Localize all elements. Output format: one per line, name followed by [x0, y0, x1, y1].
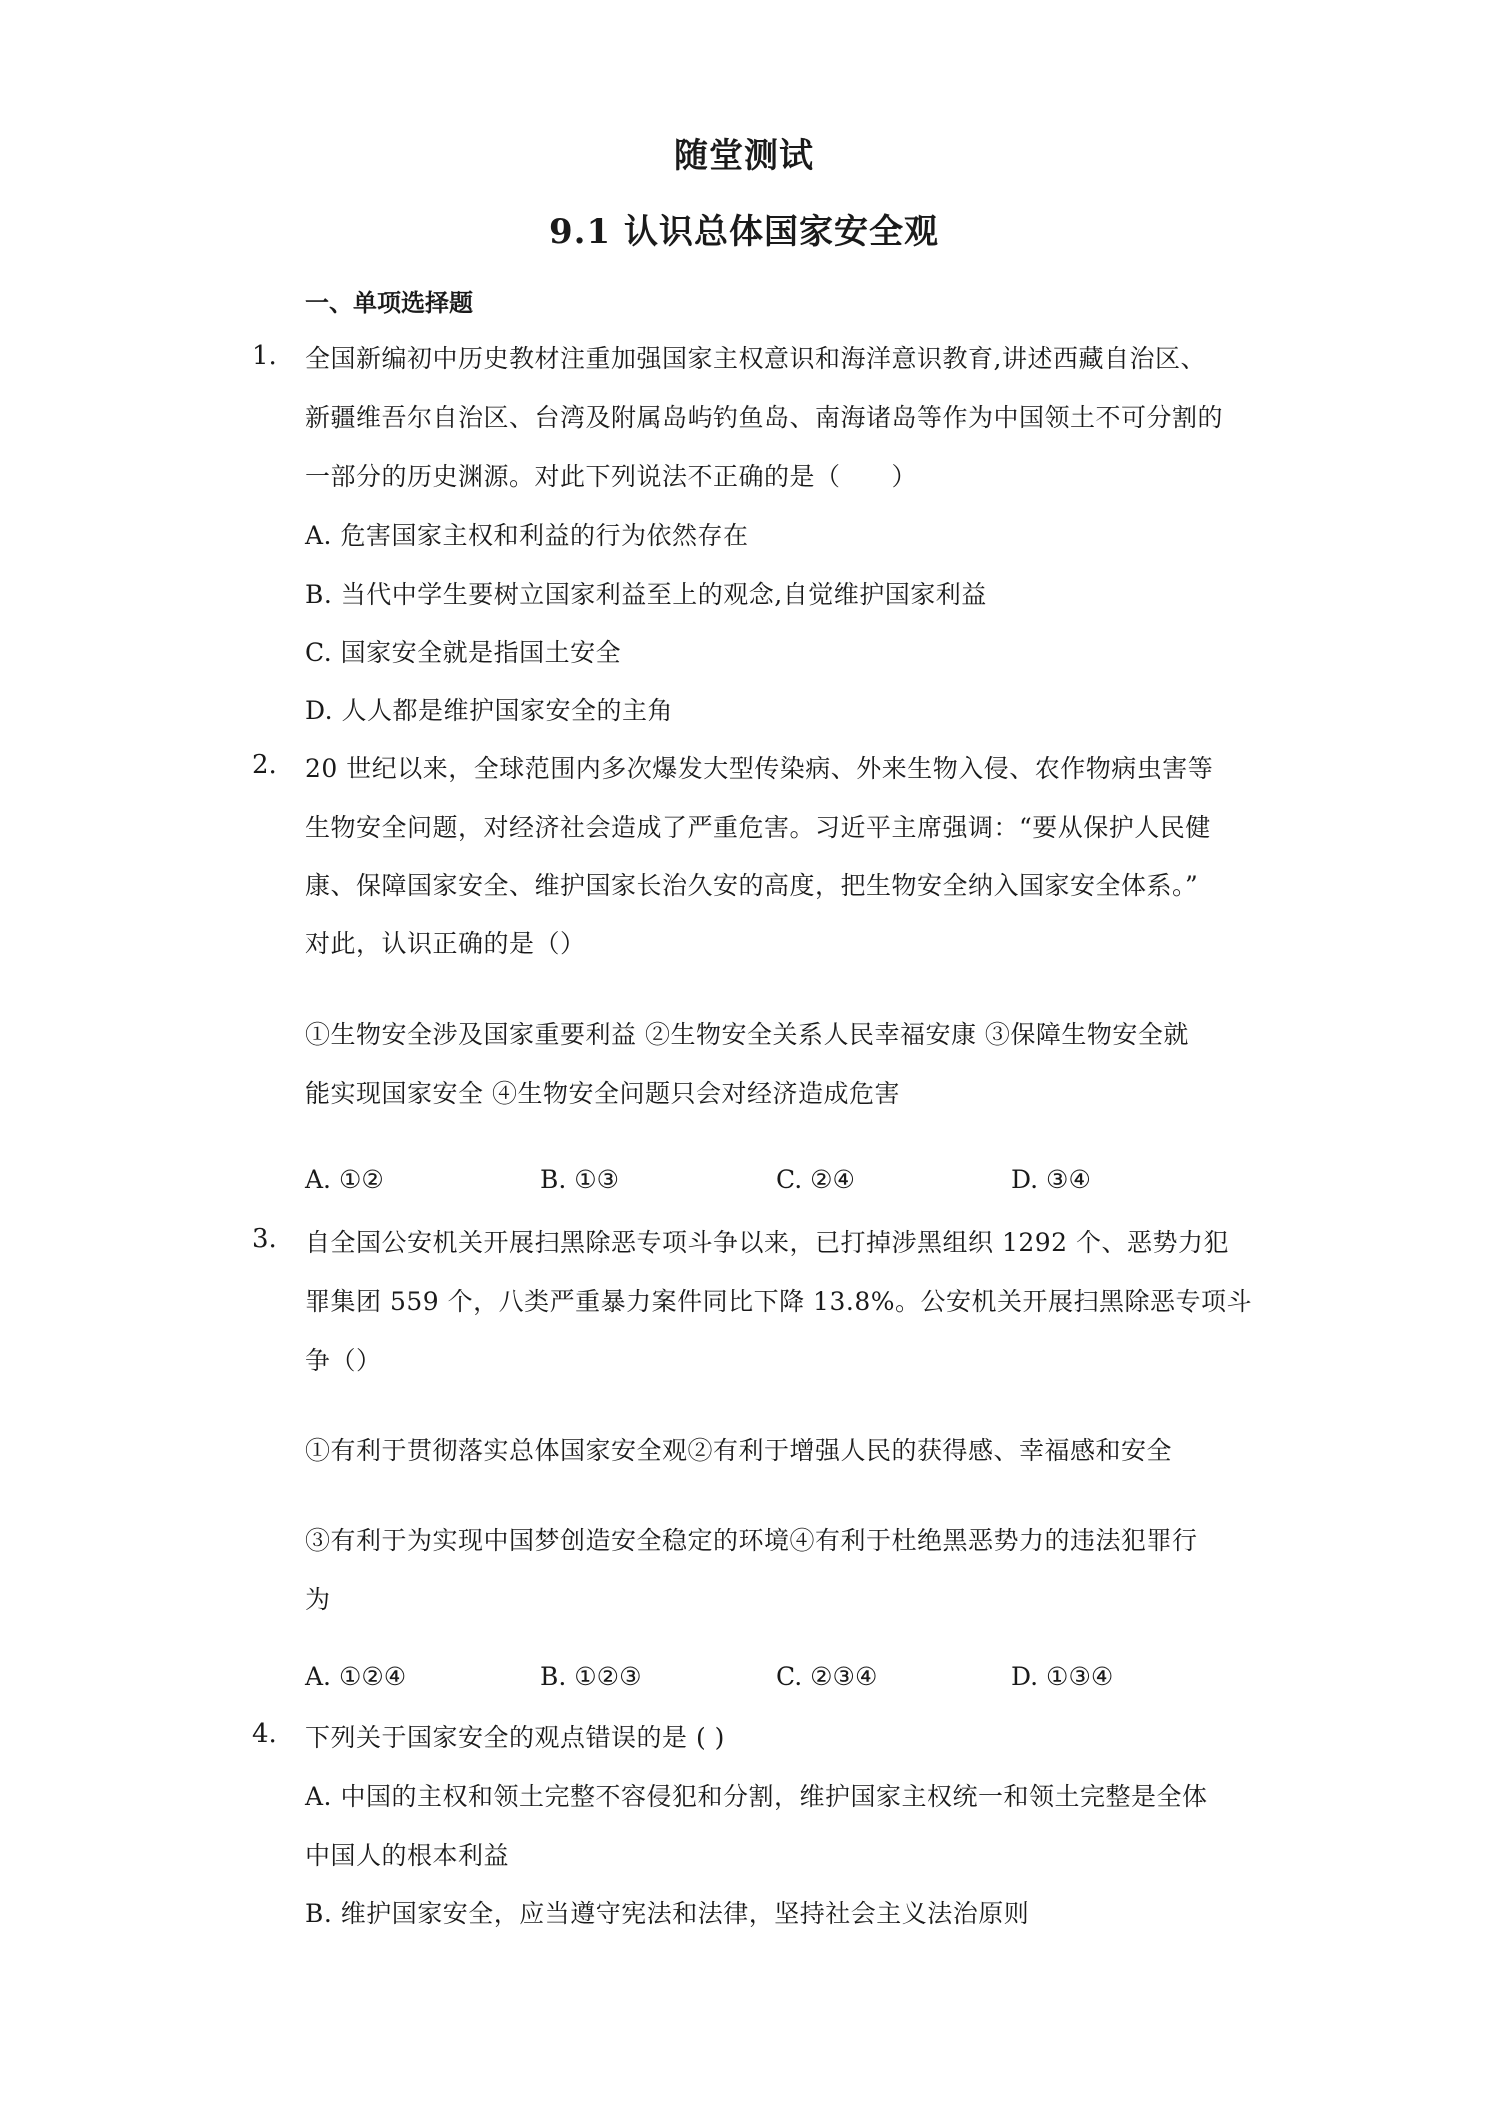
answer-option: A. 危害国家主权和利益的行为依然存在	[305, 521, 749, 550]
answer-option: C. 国家安全就是指国土安全	[305, 638, 622, 667]
question-text: 康、保障国家安全、维护国家长治久安的高度，把生物安全纳入国家安全体系。”	[305, 871, 1199, 900]
page-subtitle: 9.1 认识总体国家安全观	[549, 212, 939, 252]
answer-option: B. 当代中学生要树立国家利益至上的观念,自觉维护国家利益	[305, 580, 987, 609]
answer-option: A. ①②	[305, 1165, 384, 1194]
question-text: 罪集团 559 个，八类严重暴力案件同比下降 13.8%。公安机关开展扫黑除恶专项斗	[305, 1287, 1252, 1316]
statement-line: ①有利于贯彻落实总体国家安全观②有利于增强人民的获得感、幸福感和安全	[305, 1436, 1173, 1465]
question-text: 对此，认识正确的是（）	[305, 929, 586, 958]
question-number: 1.	[252, 341, 277, 371]
answer-option: B. 维护国家安全，应当遵守宪法和法律，坚持社会主义法治原则	[305, 1899, 1030, 1928]
section-heading: 一、单项选择题	[305, 288, 473, 317]
statement-line: ③有利于为实现中国梦创造安全稳定的环境④有利于杜绝黑恶势力的违法犯罪行	[305, 1526, 1198, 1555]
question-number: 2.	[252, 750, 277, 780]
question-text: 生物安全问题，对经济社会造成了严重危害。习近平主席强调：“要从保护人民健	[305, 813, 1211, 842]
question-text: 全国新编初中历史教材注重加强国家主权意识和海洋意识教育,讲述西藏自治区、	[305, 344, 1206, 373]
answer-option: C. ②③④	[776, 1662, 878, 1691]
question-number: 4.	[252, 1719, 277, 1749]
answer-option: A. ①②④	[305, 1662, 407, 1691]
answer-option: D. 人人都是维护国家安全的主角	[305, 696, 674, 725]
answer-option: D. ①③④	[1011, 1662, 1114, 1691]
answer-option: B. ①③	[540, 1165, 620, 1194]
statement-line: 为	[305, 1585, 331, 1614]
question-text: 下列关于国家安全的观点错误的是 ( )	[305, 1723, 725, 1752]
question-text: 自全国公安机关开展扫黑除恶专项斗争以来，已打掉涉黑组织 1292 个、恶势力犯	[305, 1228, 1230, 1257]
question-text: 20 世纪以来，全球范围内多次爆发大型传染病、外来生物入侵、农作物病虫害等	[305, 754, 1214, 783]
answer-option: A. 中国的主权和领土完整不容侵犯和分割，维护国家主权统一和领土完整是全体	[305, 1782, 1208, 1811]
answer-option-continuation: 中国人的根本利益	[305, 1841, 510, 1870]
question-number: 3.	[252, 1224, 277, 1254]
answer-option: D. ③④	[1011, 1165, 1091, 1194]
statement-line: 能实现国家安全 ④生物安全问题只会对经济造成危害	[305, 1079, 900, 1108]
answer-option: B. ①②③	[540, 1662, 642, 1691]
question-text: 一部分的历史渊源。对此下列说法不正确的是（ ）	[305, 462, 918, 491]
question-text: 新疆维吾尔自治区、台湾及附属岛屿钓鱼岛、南海诸岛等作为中国领土不可分割的	[305, 403, 1224, 432]
answer-option: C. ②④	[776, 1165, 855, 1194]
question-text: 争（）	[305, 1346, 382, 1375]
statement-line: ①生物安全涉及国家重要利益 ②生物安全关系人民幸福安康 ③保障生物安全就	[305, 1020, 1189, 1049]
page-title: 随堂测试	[674, 136, 814, 176]
